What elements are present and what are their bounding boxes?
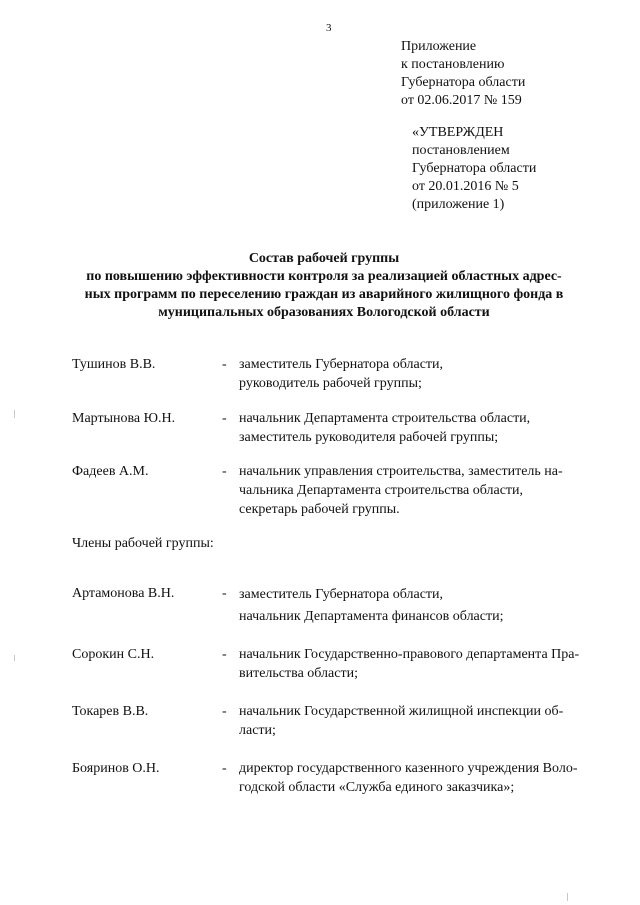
member-name: Токарев В.В. xyxy=(72,704,149,719)
member-dash: - xyxy=(222,761,227,776)
approval-line: Губернатора области xyxy=(412,161,537,176)
member-dash: - xyxy=(222,647,227,662)
role-line: начальник Департамента строительства области, xyxy=(239,411,531,426)
scan-artifact xyxy=(567,893,568,901)
member-name: Мартынова Ю.Н. xyxy=(72,411,176,426)
member-role xyxy=(239,645,599,683)
member-dash: - xyxy=(222,464,227,479)
member-dash: - xyxy=(222,586,227,601)
role-line: заместитель Губернатора области, xyxy=(239,587,444,602)
member-role xyxy=(239,584,599,628)
role-line: начальник Государственно-правового департамента Пра- xyxy=(239,647,580,662)
title-line: по повышению эффективности контроля за реализацией областных адрес- xyxy=(86,269,562,284)
member-name: Тушинов В.В. xyxy=(72,357,156,372)
member-name: Бояринов О.Н. xyxy=(72,761,160,776)
page-number: 3 xyxy=(326,22,332,34)
title-line: ных программ по переселению граждан из аварийного жилищного фонда в xyxy=(84,287,564,302)
role-line: начальник Государственной жилищной инспекции об- xyxy=(239,704,564,719)
appendix-line: Губернатора области xyxy=(401,75,526,90)
approval-line: «УТВЕРЖДЕН xyxy=(412,125,504,140)
member-role xyxy=(239,702,599,740)
role-line: руководитель рабочей группы; xyxy=(239,376,422,391)
member-role xyxy=(239,462,599,519)
role-line: чальника Департамента строительства области, xyxy=(239,483,524,498)
scan-artifact xyxy=(14,410,15,418)
role-line: заместитель Губернатора области, xyxy=(239,357,444,372)
approval-line: от 20.01.2016 № 5 xyxy=(412,179,519,194)
role-line: начальник Департамента финансов области; xyxy=(239,609,504,624)
appendix-line: от 02.06.2017 № 159 xyxy=(401,93,522,108)
appendix-line: к постановлению xyxy=(401,57,505,72)
role-line: начальник управления строительства, заместитель на- xyxy=(239,464,563,479)
scan-artifact xyxy=(14,655,15,661)
role-line: секретарь рабочей группы. xyxy=(239,502,400,517)
member-dash: - xyxy=(222,411,227,426)
role-line: заместитель руководителя рабочей группы; xyxy=(239,430,499,445)
document-title xyxy=(60,250,588,322)
title-line: Состав рабочей группы xyxy=(248,251,400,266)
approval-stamp xyxy=(412,124,536,214)
role-line: вительства области; xyxy=(239,666,358,681)
role-line: ласти; xyxy=(239,723,276,738)
appendix-line: Приложение xyxy=(401,39,477,54)
member-role xyxy=(239,355,599,393)
role-line: директор государственного казенного учреждения Воло- xyxy=(239,761,578,776)
role-line: годской области «Служба единого заказчика»; xyxy=(239,780,515,795)
member-name: Артамонова В.Н. xyxy=(72,586,175,601)
member-name: Сорокин С.Н. xyxy=(72,647,155,662)
member-dash: - xyxy=(222,357,227,372)
title-line: муниципальных образованиях Вологодской области xyxy=(158,305,490,320)
member-name: Фадеев А.М. xyxy=(72,464,149,479)
approval-line: постановлением xyxy=(412,143,510,158)
members-heading: Члены рабочей группы: xyxy=(72,536,214,551)
member-dash: - xyxy=(222,704,227,719)
member-role xyxy=(239,409,599,447)
member-role xyxy=(239,759,599,797)
approval-line: (приложение 1) xyxy=(412,197,505,212)
appendix-reference xyxy=(401,38,525,110)
